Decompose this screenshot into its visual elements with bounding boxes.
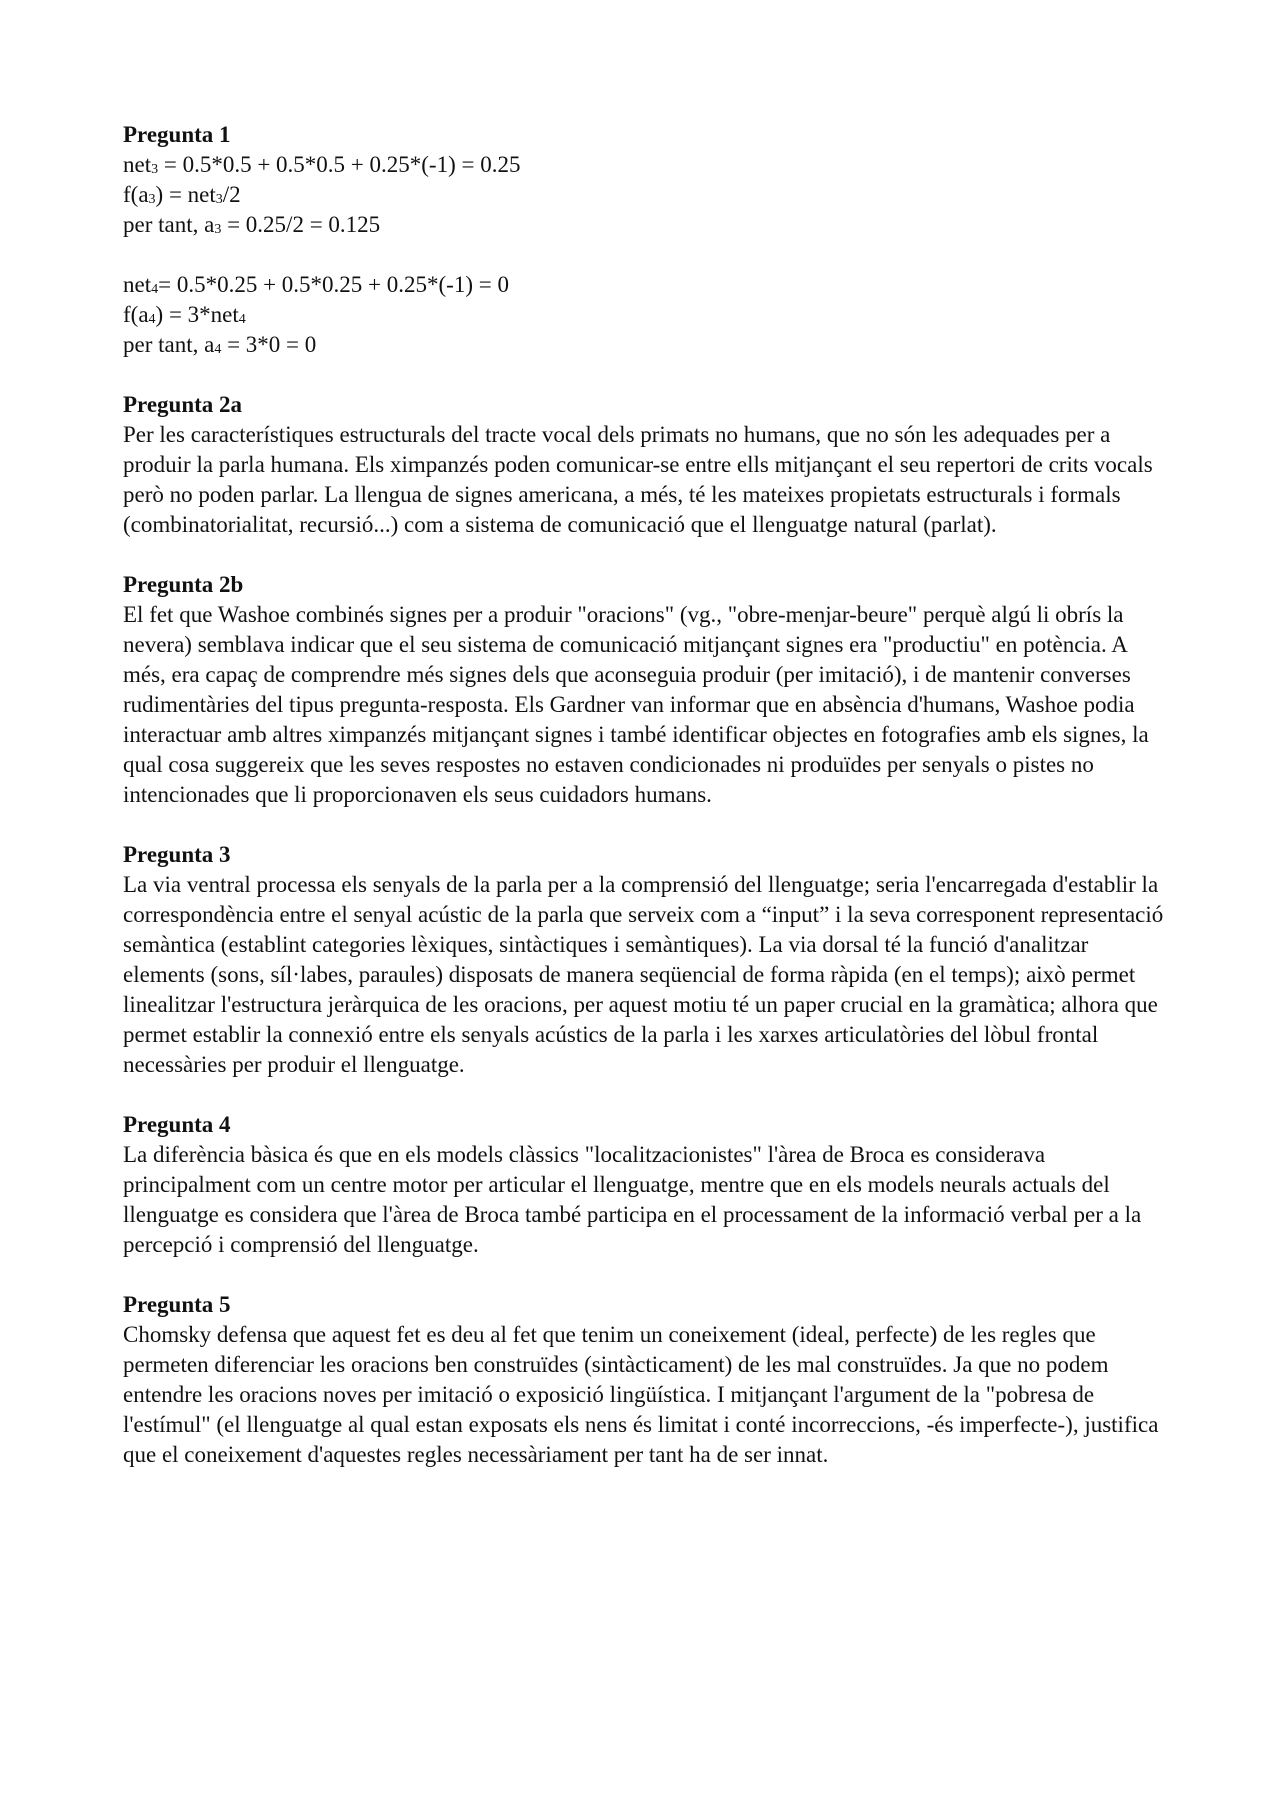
heading-pregunta-3: Pregunta 3 (123, 842, 231, 867)
document-page (123, 120, 1173, 1500)
answer-pregunta-4: La diferència bàsica és que en els models clàssics "localitzacionistes" l'àrea de Broca es considerava principalment com un centre motor per articular el llenguatge, mentre que en els models neurals actuals del llenguatge es considera que l'àrea de Broca també participa en el processament de la informació verbal per a la percepció i comprensió del llenguatge. (123, 1142, 1142, 1257)
heading-pregunta-1: Pregunta 1 (123, 122, 231, 147)
section-pregunta-5 (123, 1290, 1173, 1470)
answer-pregunta-3: La via ventral processa els senyals de la parla per a la comprensió del llenguatge; seria l'encarregada d'establir la correspondència entre el senyal acústic de la parla que serveix com a “input” i la seva corresponent representació semàntica (establint categories lèxiques, sintàctiques i semàntiques). La via dorsal té la funció d'analitzar elements (sons, síl·labes, paraules) disposats de manera seqüencial de forma ràpida (en el temps); això permet linealitzar l'estructura jeràrquica de les oracions, per aquest motiu té un paper crucial en la gramàtica; alhora que permet establir la connexió entre els senyals acústics de la parla i les xarxes articulatòries del lòbul frontal necessàries per produir el llenguatge. (123, 872, 1164, 1077)
calc-group-net3 (123, 150, 1173, 240)
answer-pregunta-5: Chomsky defensa que aquest fet es deu al fet que tenim un coneixement (ideal, perfecte) de les regles que permeten diferenciar les oracions ben construïdes (sintàcticament) de les mal construïdes. Ja que no podem entendre les oracions noves per imitació o exposició lingüística. I mitjançant l'argument de la "pobresa de l'estímul" (el llenguatge al qual estan exposats els nens és limitat i conté incorreccions, -és imperfecte-), justifica que el coneixement d'aquestes regles necessàriament per tant ha de ser innat. (123, 1322, 1159, 1467)
section-pregunta-3 (123, 840, 1173, 1080)
calc-line-net4: net$_4$= 0.5*0.25 + 0.5*0.25 + 0.25*(-1) = 0 (123, 272, 509, 297)
calc-line-net3: net$_3$ = 0.5*0.5 + 0.5*0.5 + 0.25*(-1) = 0.25 (123, 152, 521, 177)
heading-pregunta-2b: Pregunta 2b (123, 572, 244, 597)
calc-line-a3-result: per tant, $a_3 = 0.25/2 = 0.125$ (123, 212, 381, 237)
heading-pregunta-2a: Pregunta 2a (123, 392, 243, 417)
answer-pregunta-2b: El fet que Washoe combinés signes per a produir "oracions" (vg., "obre-menjar-beure" perquè algú li obrís la nevera) semblava indicar que el seu sistema de comunicació mitjançant signes era "productiu" en potència. A més, era capaç de comprendre més signes dels que aconseguia produir (per imitació), i de mantenir converses rudimentàries del tipus pregunta-resposta. Els Gardner van informar que en absència d'humans, Washoe podia interactuar amb altres ximpanzés mitjançant signes i també identificar objectes en fotografies amb els signes, la qual cosa suggereix que les seves respostes no estaven condicionades ni produïdes per senyals o pistes no intencionades que li proporcionaven els seus cuidadors humans. (123, 602, 1149, 807)
heading-pregunta-4: Pregunta 4 (123, 1112, 231, 1137)
calc-line-f-a4: $f(a_4) = 3*net_4$ (123, 302, 246, 327)
section-pregunta-1 (123, 120, 1173, 360)
section-pregunta-2a (123, 390, 1173, 540)
calc-group-net4 (123, 270, 1173, 360)
section-pregunta-2b (123, 570, 1173, 810)
section-pregunta-4 (123, 1110, 1173, 1260)
calc-line-f-a3: $f(a_3) = net_3/2$ (123, 182, 241, 207)
heading-pregunta-5: Pregunta 5 (123, 1292, 231, 1317)
calc-line-a4-result: per tant, $a_4 = 3*0 = 0$ (123, 332, 317, 357)
answer-pregunta-2a: Per les característiques estructurals del tracte vocal dels primats no humans, que no són les adequades per a produir la parla humana. Els ximpanzés poden comunicar-se entre ells mitjançant el seu repertori de crits vocals però no poden parlar. La llengua de signes americana, a més, té les mateixes propietats estructurals i formals (combinatorialitat, recursió...) com a sistema de comunicació que el llenguatge natural (parlat). (123, 422, 1153, 537)
